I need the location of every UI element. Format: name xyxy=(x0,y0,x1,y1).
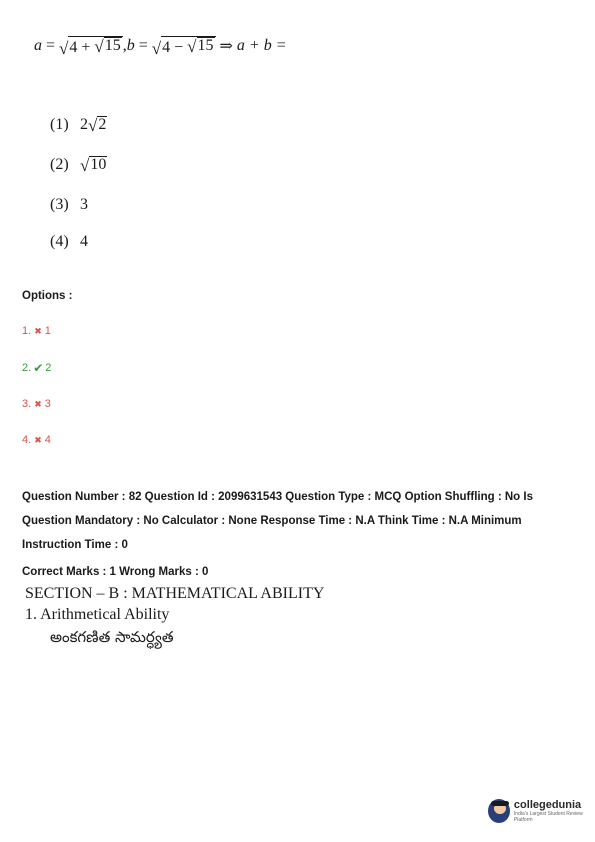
cross-icon: ✖ xyxy=(34,325,42,336)
implies-arrow: ⇒ xyxy=(219,38,233,56)
logo-name: collegedunia xyxy=(513,799,582,811)
question-meta-line1: Question Number : 82 Question Id : 2099631543 Question Type : MCQ Option Shuffling : No Is xyxy=(22,491,533,503)
option-4: 4. ✖ 4 xyxy=(22,434,51,446)
section-title: SECTION – B : MATHEMATICAL ABILITY xyxy=(25,585,325,602)
choice-3: (3) 3 xyxy=(50,196,88,213)
question-equation: a = √ 4 + √ 15 , b = √ 4 − √ 15 ⇒ a + b = xyxy=(34,36,287,58)
var-b: b xyxy=(126,37,135,55)
radical-b: √ 4 − √ 15 xyxy=(151,36,214,58)
radical-a: √ 4 + √ 15 xyxy=(59,36,121,58)
options-title: Options : xyxy=(22,290,73,302)
logo-tagline: India's Largest Student Review Platform xyxy=(513,811,583,823)
choice-2: (2) √ 10 xyxy=(50,155,107,175)
option-2: 2. ✔ 2 xyxy=(22,361,52,375)
choice-4: (4) 4 xyxy=(50,233,88,250)
equation-tail: a + b = xyxy=(236,37,287,55)
collegedunia-logo xyxy=(488,799,595,823)
question-meta-line2: Question Mandatory : No Calculator : None Response Time : N.A Think Time : N.A Minimum xyxy=(22,515,522,527)
choice-2-radical: √ 10 xyxy=(80,155,107,175)
marks-line: Correct Marks : 1 Wrong Marks : 0 xyxy=(22,566,209,578)
question-meta-line3: Instruction Time : 0 xyxy=(22,539,128,551)
equals-sign: = xyxy=(46,37,56,55)
section-subtitle: 1. Arithmetical Ability xyxy=(25,606,170,623)
option-3: 3. ✖ 3 xyxy=(22,398,51,410)
cross-icon: ✖ xyxy=(34,398,42,409)
choice-1: (1) 2 √ 2 xyxy=(50,115,107,135)
option-1: 1. ✖ 1 xyxy=(22,325,51,337)
mascot-icon xyxy=(488,799,510,823)
var-a: a xyxy=(34,37,42,55)
section-telugu-title: అంకగణిత సామర్ధ్యత xyxy=(50,628,174,646)
cross-icon: ✖ xyxy=(34,434,42,445)
check-icon: ✔ xyxy=(33,361,44,375)
choice-1-radical: √ 2 xyxy=(88,115,107,135)
